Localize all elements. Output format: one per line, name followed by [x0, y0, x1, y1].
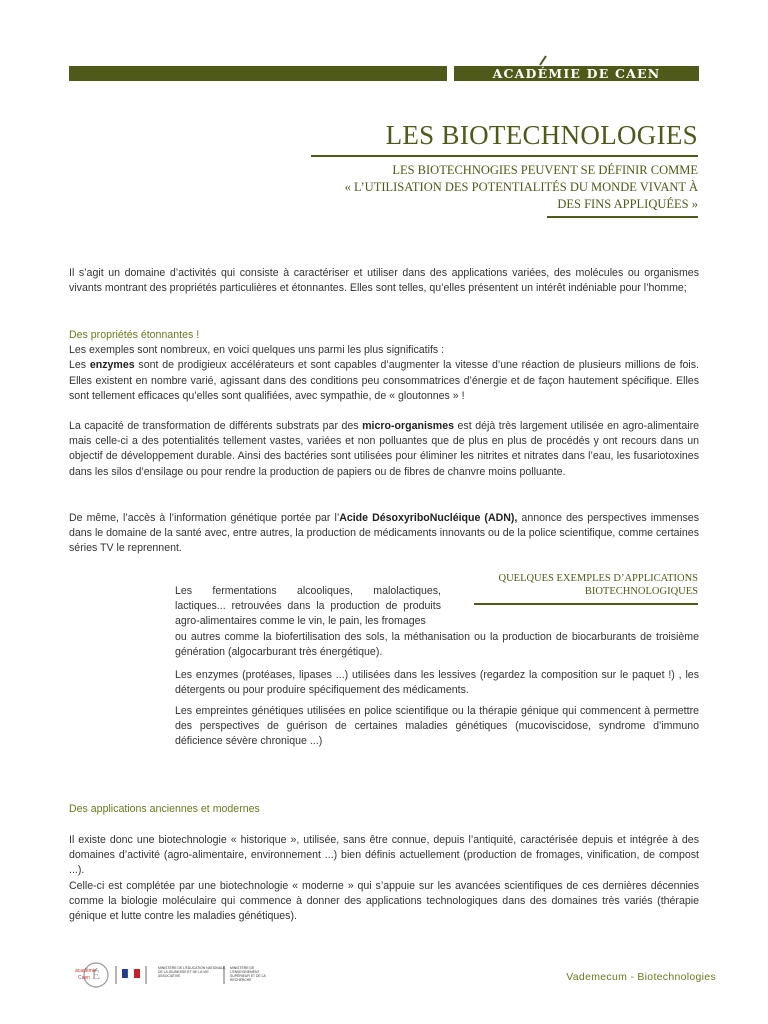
ministry-text: MINISTÈRE DE L’ENSEIGNEMENT SUPÉRIEUR ET DE LA RECHERCHE: [230, 966, 266, 982]
title-divider: [311, 155, 698, 157]
header-band-left: [69, 66, 447, 81]
footer-label: Vademecum - Biotechnologies: [566, 971, 716, 983]
section-heading: Des propriétés étonnantes !: [69, 329, 200, 341]
svg-text:É: É: [92, 967, 100, 982]
adn-paragraph: De même, l’accès à l’information génétique portée par l’Acide DésoxyriboNucléique (ADN), annonce des perspectives immenses dans le domaine de la santé avec, entre autres, la production de médicaments innovants ou de la police scientifique, comme certaines séries TV le reprennent.: [69, 512, 700, 555]
subtitle-line: DES FINS APPLIQUÉES »: [557, 197, 698, 211]
examples-title: [458, 572, 698, 598]
french-flag-icon: [122, 969, 140, 978]
examples-title-line: BIOTECHNOLOGIQUES: [584, 586, 698, 597]
subtitle-line: « L’UTILISATION DES POTENTIALITÉS DU MONDE VIVANT À: [344, 180, 698, 194]
logo-text: Caen: [78, 975, 90, 981]
page-title: LES BIOTECHNOLOGIES: [385, 120, 698, 150]
examples-title-line: QUELQUES EXEMPLES D’APPLICATIONS: [498, 573, 698, 584]
adn-term: Acide DésoxyriboNucléique (ADN),: [339, 512, 518, 524]
subtitle-divider: [547, 216, 698, 218]
historic-paragraph: Il existe donc une biotechnologie « historique », utilisée, sans être connue, depuis l’antiquité, caractérisée depuis et intégrée à des domaines d’activité (agro-alimentaire, environnement ...) bien définis actuellement (production de fromages, vinification, de compost ...).: [69, 834, 699, 877]
micro-organisms-paragraph: La capacité de transformation de différents substrats par des micro-organismes est déjà très largement utilisée en agro-alimentaire mais celle-ci a des potentialités tellement vastes, variées et non polluantes que de plus en plus de procédés y ont recours dans un objectif de développement durable. Ainsi des bactéries sont utilisées pour éliminer les nitrites et nitrates dans l’eau, les fusariotoxines dans les silos d’ensilage ou pour rendre la production de papiers ou de fibres de chanvre moins polluante.: [69, 420, 699, 478]
logo-text: académie: [75, 968, 97, 974]
modern-paragraph: Celle-ci est complétée par une biotechnologie « moderne » qui s’appuie sur les avancées scientifiques de ces dernières décennies comme la biologie moléculaire qui commence à donner des applications technologiques dans des domaines très variés (thérapie génique et lutte contre les maladies génétiques).: [69, 879, 699, 923]
micro-organisms-term: micro-organismes: [362, 420, 454, 432]
enzymes-paragraph: Les enzymes sont de prodigieux accélérateurs et sont capables d’augmenter la vitesse d’une réaction de plusieurs millions de fois. Elles existent en nombre varié, agissant dans des conditions peu consommatrices d’énergie et de façon hautement spécifique. Elles sont tellement efficaces qu’elles sont qualifiées, avec sympathie, de « gloutonnes » !: [69, 359, 699, 402]
example-fermentation-part2: ou autres comme la biofertilisation des sols, la méthanisation ou la production de biocarburants de troisième génération (algocarburant très énergétique).: [175, 631, 699, 659]
ministry-education-logo-icon: [152, 966, 228, 984]
section-properties: [69, 328, 699, 404]
header-band: [69, 66, 699, 81]
header-band-label: ACADÉMIE DE CAEN: [454, 66, 699, 81]
section-lead: Les exemples sont nombreux, en voici quelques uns parmi les plus significatifs :: [69, 344, 445, 357]
accent-mark-icon: [538, 54, 548, 66]
example-fermentation-part1: Les fermentations alcooliques, malolactiques, lactiques... retrouvées dans la production de produits agro-alimentaires comme le vin, le pain, les fromages: [175, 585, 441, 628]
page-subtitle: [338, 162, 698, 213]
examples-divider: [474, 603, 698, 605]
enzymes-term: enzymes: [89, 359, 135, 372]
ministry-text: MINISTÈRE DE L’ÉDUCATION NATIONALE, DE LA JEUNESSE ET DE LA VIE ASSOCIATIVE: [158, 966, 227, 978]
ministry-research-logo-icon: [230, 966, 272, 984]
intro-paragraph: Il s’agit un domaine d’activités qui consiste à caractériser et utiliser dans des applications variées, des molécules ou organismes vivants montrant des propriétés particulières et étonnantes. Elles sont telles, qu’elles présentent un intérêt indéniable pour l’homme;: [69, 267, 699, 295]
example-genetic: Les empreintes génétiques utilisées en police scientifique ou la thérapie génique qui commencent à permettre des perspectives de guérison de certaines maladies génétiques (mucoviscidose, syndrome d’immuno déficience sévère chronique ...): [175, 705, 699, 748]
subtitle-line: LES BIOTECHNOGIES PEUVENT SE DÉFINIR COMME: [392, 163, 698, 177]
section-applications: [69, 833, 699, 924]
example-enzymes: Les enzymes (protéases, lipases ...) utilisées dans les lessives (regardez la composition sur le paquet !) , les détergents ou pour produire spécifiquement des médicaments.: [175, 669, 699, 697]
footer-logos: [74, 960, 274, 990]
academie-logo-icon: [75, 963, 108, 987]
section-heading: Des applications anciennes et modernes: [69, 803, 260, 815]
